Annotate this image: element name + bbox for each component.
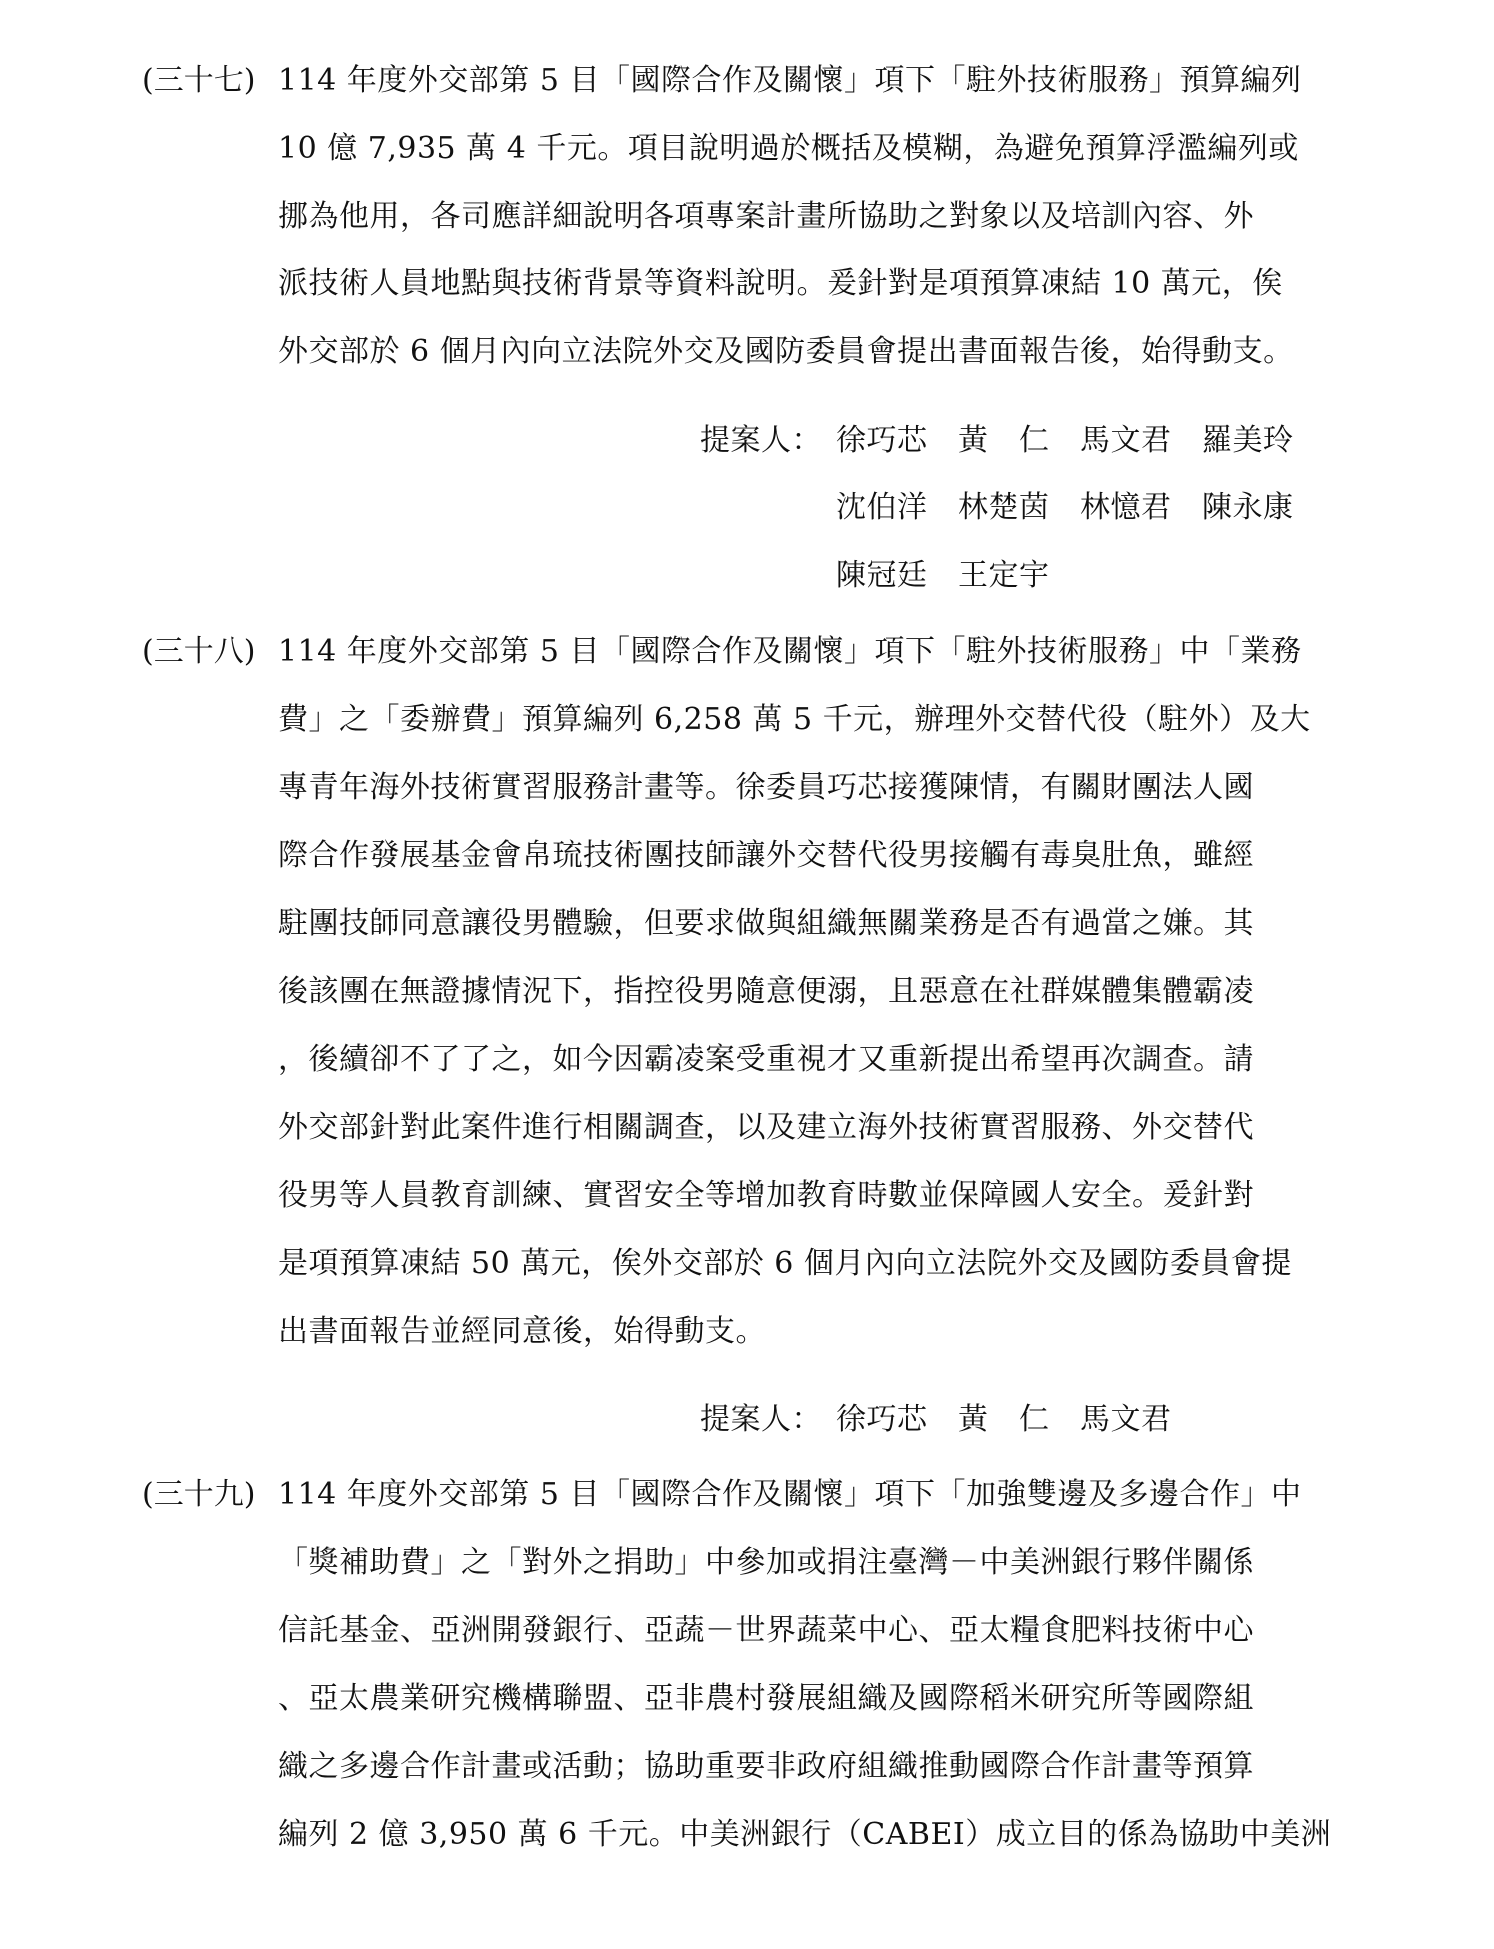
paragraph-line: 後該團在無證據情況下，指控役男隨意便溺，且惡意在社群媒體集體霸凌 [278, 974, 1254, 1009]
proposer-names: 徐巧芯 黃 仁 馬文君 羅美玲 [836, 423, 1294, 458]
paragraph-line: 費」之「委辦費」預算編列 6,258 萬 5 千元，辦理外交替代役（駐外）及大 [278, 702, 1311, 737]
proposer-label: 提案人： [700, 423, 822, 458]
paragraph-line: 織之多邊合作計畫或活動；協助重要非政府組織推動國際合作計畫等預算 [278, 1749, 1254, 1784]
proposer-label: 提案人： [700, 1402, 822, 1437]
paragraph-line: 駐團技師同意讓役男體驗，但要求做與組織無關業務是否有過當之嫌。其 [278, 906, 1254, 941]
proposer-names: 沈伯洋 林楚茵 林憶君 陳永康 [836, 490, 1294, 525]
paragraph-line: 外交部於 6 個月內向立法院外交及國防委員會提出書面報告後，始得動支。 [278, 334, 1294, 369]
paragraph-line: 、亞太農業研究機構聯盟、亞非農村發展組織及國際稻米研究所等國際組 [278, 1681, 1254, 1716]
paragraph-line: 是項預算凍結 50 萬元，俟外交部於 6 個月內向立法院外交及國防委員會提 [278, 1246, 1292, 1281]
paragraph-line: 「獎補助費」之「對外之捐助」中參加或捐注臺灣－中美洲銀行夥伴關係 [278, 1545, 1254, 1580]
paragraph-line: 114 年度外交部第 5 目「國際合作及關懷」項下「駐外技術服務」預算編列 [278, 63, 1302, 98]
item-number: (三十八) [142, 634, 256, 669]
paragraph-line: 專青年海外技術實習服務計畫等。徐委員巧芯接獲陳情，有關財團法人國 [278, 770, 1254, 805]
paragraph-line: 役男等人員教育訓練、實習安全等增加教育時數並保障國人安全。爰針對 [278, 1178, 1254, 1213]
paragraph-line: 信託基金、亞洲開發銀行、亞蔬－世界蔬菜中心、亞太糧食肥料技術中心 [278, 1613, 1254, 1648]
proposer-names: 陳冠廷 王定宇 [836, 558, 1050, 593]
paragraph-line: 編列 2 億 3,950 萬 6 千元。中美洲銀行（CABEI）成立目的係為協助中美洲 [278, 1817, 1332, 1852]
paragraph-line: 挪為他用，各司應詳細說明各項專案計畫所協助之對象以及培訓內容、外 [278, 199, 1254, 234]
paragraph-line: 派技術人員地點與技術背景等資料說明。爰針對是項預算凍結 10 萬元，俟 [278, 266, 1283, 301]
paragraph-line: 出書面報告並經同意後，始得動支。 [278, 1314, 766, 1349]
paragraph-line: 際合作發展基金會帛琉技術團技師讓外交替代役男接觸有毒臭肚魚，雖經 [278, 838, 1254, 873]
proposer-names: 徐巧芯 黃 仁 馬文君 [836, 1402, 1172, 1437]
paragraph-line: 114 年度外交部第 5 目「國際合作及關懷」項下「加強雙邊及多邊合作」中 [278, 1477, 1302, 1512]
paragraph-line: 114 年度外交部第 5 目「國際合作及關懷」項下「駐外技術服務」中「業務 [278, 634, 1302, 669]
paragraph-line: 外交部針對此案件進行相關調查，以及建立海外技術實習服務、外交替代 [278, 1110, 1254, 1145]
item-number: (三十九) [142, 1477, 256, 1512]
paragraph-line: ，後續卻不了了之，如今因霸凌案受重視才又重新提出希望再次調查。請 [278, 1042, 1254, 1077]
item-number: (三十七) [142, 63, 256, 98]
paragraph-line: 10 億 7,935 萬 4 千元。項目說明過於概括及模糊，為避免預算浮濫編列或 [278, 131, 1299, 166]
